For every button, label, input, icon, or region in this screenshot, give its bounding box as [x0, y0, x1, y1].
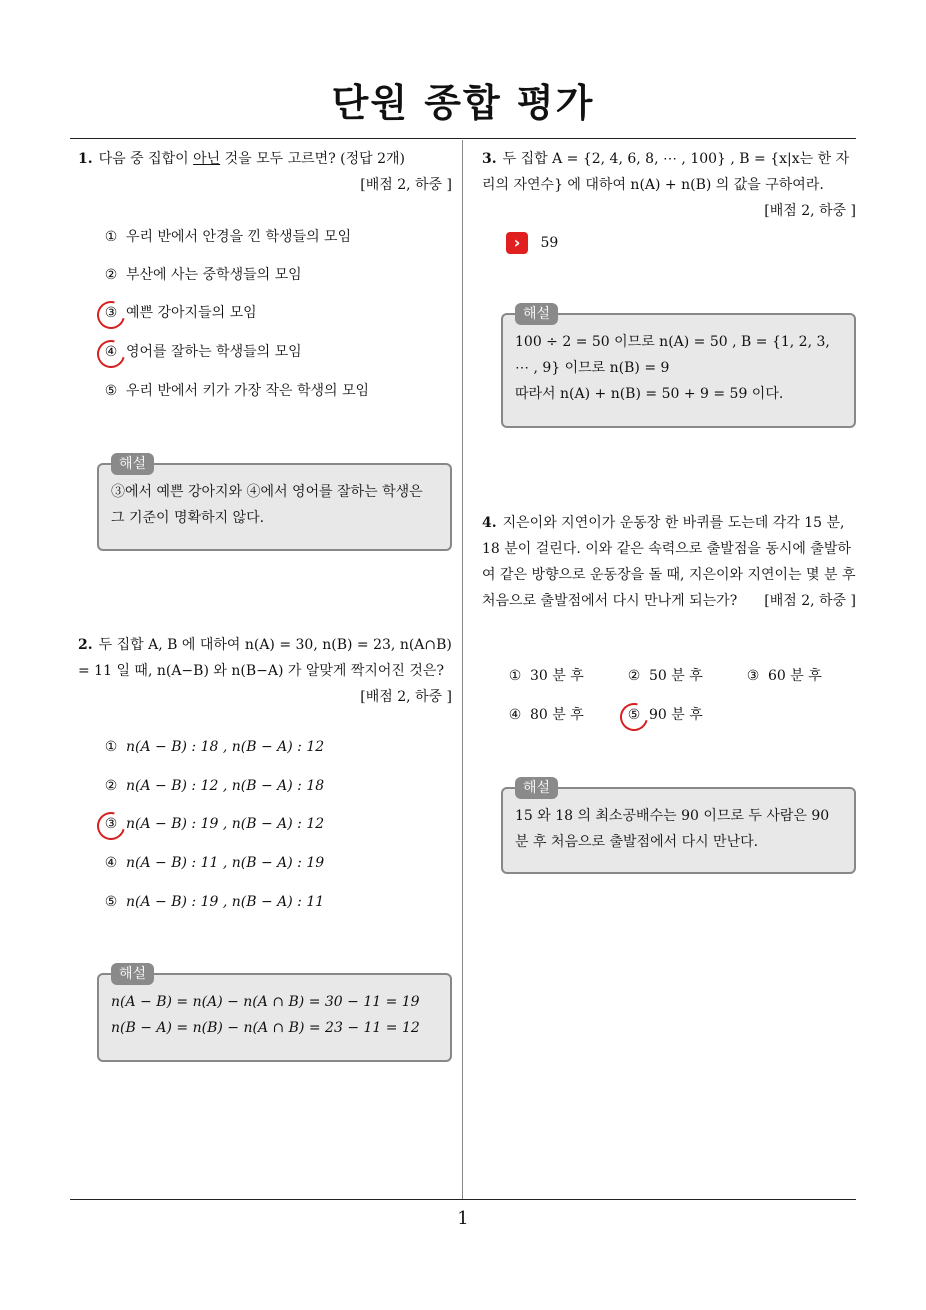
option-mark: ④ — [508, 707, 522, 723]
option-text: 60 분 후 — [768, 668, 822, 684]
answer-value: 59 — [540, 235, 559, 251]
score-meta: [배점 2, 하중 ] — [360, 177, 452, 193]
question-4 — [482, 510, 856, 614]
option-3-selected[interactable] — [102, 811, 324, 837]
question-number: 3. — [482, 151, 497, 167]
question-number: 2. — [78, 637, 93, 653]
footer-rule — [70, 1199, 856, 1200]
option-mark: ② — [627, 668, 641, 684]
question-text: 다음 중 집합이 — [98, 151, 194, 167]
option-text: 80 분 후 — [530, 707, 584, 723]
explanation-box-3 — [501, 306, 856, 428]
option-mark: ⑤ — [104, 894, 118, 910]
question-2 — [78, 632, 452, 710]
chevron-right-icon: › — [506, 232, 528, 254]
option-text: n(A − B) : 19 , n(B − A) : 11 — [126, 894, 325, 910]
question-3 — [482, 146, 856, 224]
option-mark: ② — [104, 267, 118, 283]
question-number: 4. — [482, 515, 497, 531]
option-text: 영어를 잘하는 학생들의 모임 — [126, 344, 302, 360]
option-3[interactable] — [744, 663, 822, 689]
question-text-end: 것을 모두 고르면? (정답 2개) — [220, 151, 406, 167]
option-text: 우리 반에서 키가 가장 작은 학생의 모임 — [126, 383, 370, 399]
explanation-line-2: 따라서 n(A) + n(B) = 50 + 9 = 59 이다. — [515, 386, 784, 402]
explanation-text: 15 와 18 의 최소공배수는 90 이므로 두 사람은 90 분 후 처음으로 출발점에서 다시 만난다. — [515, 808, 830, 850]
score-meta: [배점 2, 하중 ] — [360, 689, 452, 705]
question-emphasis: 아닌 — [193, 151, 221, 167]
option-1[interactable] — [506, 663, 584, 689]
header-rule — [70, 138, 856, 139]
option-4[interactable] — [506, 702, 584, 728]
option-5-selected[interactable] — [625, 702, 703, 728]
question-1 — [78, 146, 452, 198]
explanation-label: 해설 — [515, 777, 558, 799]
option-mark: ② — [104, 778, 118, 794]
explanation-line-2: n(B − A) = n(B) − n(A ∩ B) = 23 − 11 = 12 — [111, 1020, 420, 1036]
option-mark: ① — [508, 668, 522, 684]
option-text: 30 분 후 — [530, 668, 584, 684]
option-text: 우리 반에서 안경을 낀 학생들의 모임 — [126, 229, 352, 245]
option-5[interactable] — [102, 889, 324, 915]
option-4[interactable] — [102, 850, 324, 876]
option-3-selected[interactable] — [102, 300, 257, 326]
option-2[interactable] — [102, 773, 324, 799]
option-mark-circled: ③ — [102, 300, 120, 326]
answer-row — [506, 230, 558, 256]
option-text: 90 분 후 — [649, 707, 703, 723]
option-text: n(A − B) : 12 , n(B − A) : 18 — [126, 778, 325, 794]
explanation-text: ③에서 예쁜 강아지와 ④에서 영어를 잘하는 학생은 그 기준이 명확하지 않다. — [111, 484, 423, 526]
option-text: n(A − B) : 11 , n(B − A) : 19 — [126, 855, 325, 871]
option-1[interactable] — [102, 734, 324, 760]
explanation-label: 해설 — [111, 453, 154, 475]
explanation-box-1 — [97, 456, 452, 551]
option-5[interactable] — [102, 378, 369, 404]
option-mark: ① — [104, 229, 118, 245]
score-meta: [배점 2, 하중 ] — [764, 203, 856, 219]
explanation-box-4 — [501, 780, 856, 874]
page-number: 1 — [457, 1208, 469, 1229]
option-mark-circled: ③ — [102, 811, 120, 837]
question-text: 지은이와 지연이가 운동장 한 바퀴를 도는데 각각 15 분, 18 분이 걸린다. 이와 같은 속력으로 출발점을 동시에 출발하여 같은 방향으로 운동장을 돌 때, 지은이와 지연이는 몇 분 후 처음으로 출발점에서 다시 만나게 되는가? — [482, 515, 856, 609]
option-text: 부산에 사는 중학생들의 모임 — [126, 267, 302, 283]
question-number: 1. — [78, 151, 93, 167]
option-mark-circled: ⑤ — [625, 702, 643, 728]
option-2[interactable] — [625, 663, 703, 689]
option-2[interactable] — [102, 262, 302, 288]
option-4-selected[interactable] — [102, 339, 302, 365]
option-text: n(A − B) : 18 , n(B − A) : 12 — [126, 739, 325, 755]
explanation-line-1: 100 ÷ 2 = 50 이므로 n(A) = 50 , B = {1, 2, 3, ⋯ , 9} 이므로 n(B) = 9 — [515, 334, 830, 376]
explanation-label: 해설 — [515, 303, 558, 325]
option-text: 50 분 후 — [649, 668, 703, 684]
explanation-line-1: n(A − B) = n(A) − n(A ∩ B) = 30 − 11 = 19 — [111, 994, 420, 1010]
score-meta: [배점 2, 하중 ] — [764, 593, 856, 609]
explanation-box-2 — [97, 966, 452, 1062]
explanation-label: 해설 — [111, 963, 154, 985]
option-text: n(A − B) : 19 , n(B − A) : 12 — [126, 816, 325, 832]
option-mark: ④ — [104, 855, 118, 871]
question-text: 두 집합 A, B 에 대하여 n(A) = 30, n(B) = 23, n(A∩B) = 11 일 때, n(A−B) 와 n(B−A) 가 알맞게 짝지어진 것은? — [78, 637, 452, 679]
option-text: 예쁜 강아지들의 모임 — [126, 305, 257, 321]
option-1[interactable] — [102, 224, 351, 250]
option-mark: ① — [104, 739, 118, 755]
option-mark: ⑤ — [104, 383, 118, 399]
option-mark-circled: ④ — [102, 339, 120, 365]
page-title: 단원 종합 평가 — [331, 81, 595, 125]
option-mark: ③ — [746, 668, 760, 684]
question-text: 두 집합 A = {2, 4, 6, 8, ⋯ , 100} , B = {x|x는 한 자리의 자연수} 에 대하여 n(A) + n(B) 의 값을 구하여라. — [482, 151, 850, 193]
column-divider — [462, 140, 463, 1199]
